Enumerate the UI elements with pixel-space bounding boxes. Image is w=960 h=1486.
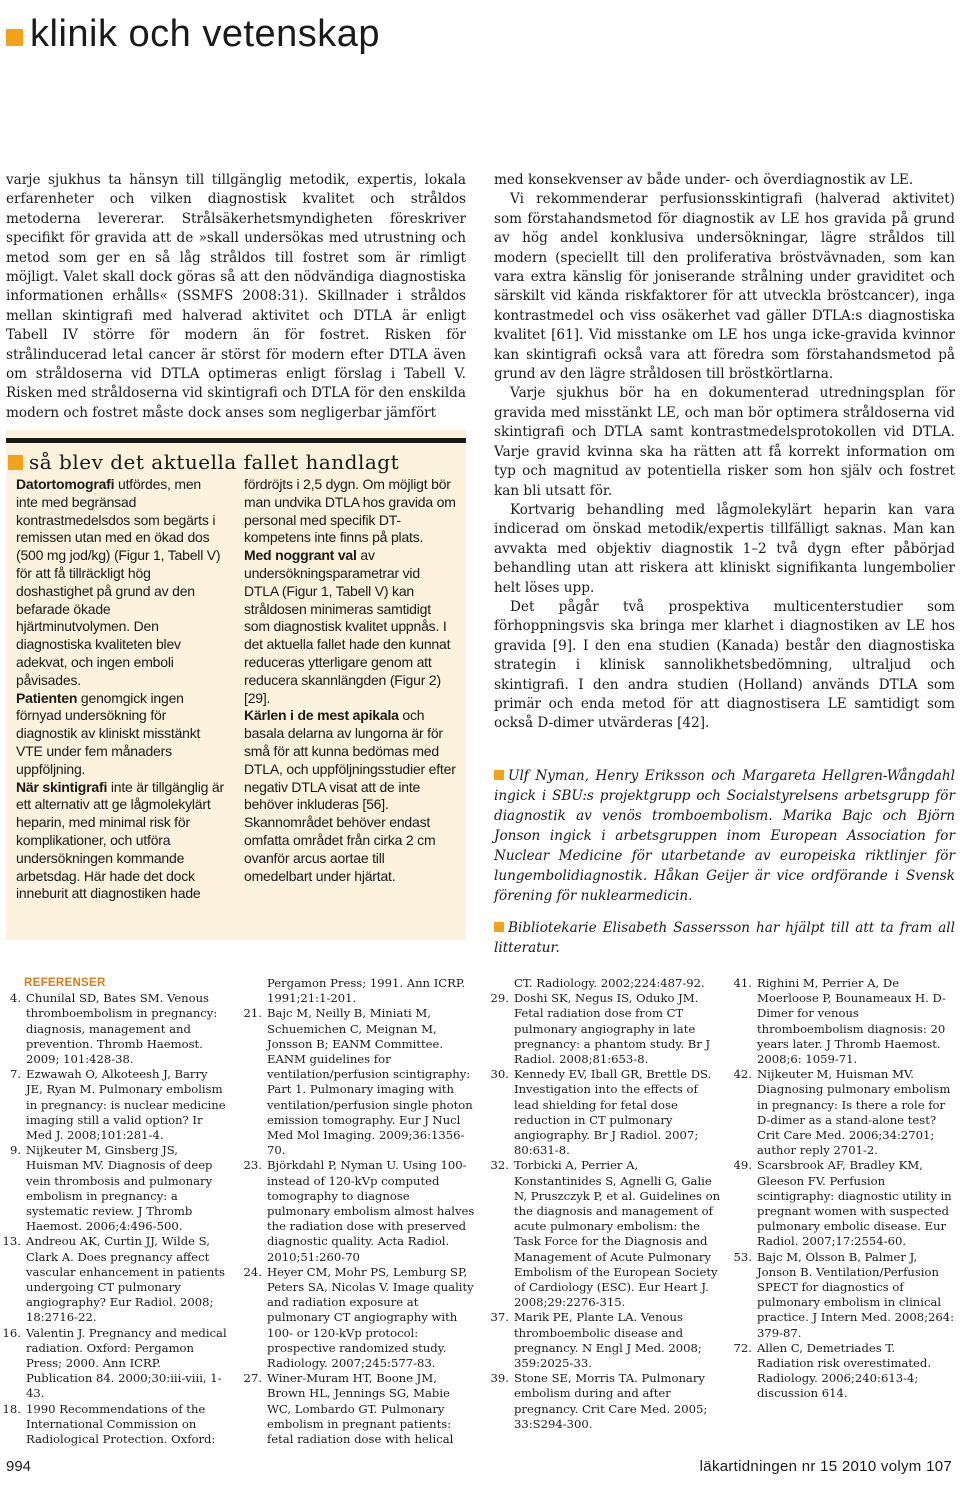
case-marker-square: [8, 455, 23, 470]
case-text: fördröjts i 2,5 dygn. Om möjligt bör man undvika DTLA hos gravida om personal med specifik DT-kompetens inte finns på plats.: [244, 476, 456, 546]
author-note: [494, 766, 955, 906]
author-note-text: Bibliotekarie Elisabeth Sassersson har hjälpt till att ta fram all litteratur.: [494, 920, 955, 956]
reference-text: Chunilal SD, Bates SM. Venous thromboembolism in pregnancy: diagnosis, management and prevention. Thromb Haemost. 2009; 101:428-38.: [26, 991, 218, 1067]
case-paragraph: [16, 779, 226, 904]
case-text: av undersökningsparametrar vid DTLA (Figur 1, Tabell V) kan stråldosen minimeras samtidigt som diagnostisk kvalitet uppnås. I det aktuella fallet hade den kunnat reduceras ytterligare genom att reducera skannlängden (Figur 2) [29].: [244, 547, 451, 706]
reference-text: Ezwawah O, Alkoteesh J, Barry JE, Ryan M. Pulmonary embolism in pregnancy: is nuclear medicine imaging still a valid option? Ir Med J. 2008;101:281-4.: [26, 1067, 226, 1143]
case-box-rule: [6, 438, 466, 443]
page-number: 994: [6, 1458, 32, 1475]
reference-number: 9.: [9, 1143, 21, 1158]
reference-number: 37.: [490, 1310, 509, 1325]
reference-text: Torbicki A, Perrier A, Konstantinides S, Agnelli G, Galie N, Pruszczyk P, et al. Guidelines on the diagnosis and management of acute pulmonary embolism: the Task Force for the Diagnosis and Management of Acute Pulmonary Embolism of the European Society of Cardiology (ESC). Eur Heart J. 2008;29:2276-315.: [514, 1158, 721, 1310]
reference-text: Valentin J. Pregnancy and medical radiation. Oxford: Pergamon Press; 2000. Ann ICRP. Publication 84. 2000;30:iii-viii, 1-43.: [26, 1325, 227, 1401]
section-marker-square: [6, 29, 23, 46]
case-text: utfördes, men inte med begränsad kontrastmedelsdos som begärts i remissen utan med en ökad dos (500 mg jod/kg) (Figur 1, Tabell V) för att få tillräckligt hög doshastighet på grund av den befarade ökade hjärtminutvolymen. Den diagnostiska kvaliteten blev adekvat, och ingen emboli påvisades.: [16, 476, 221, 688]
reference-number: 21.: [243, 1006, 262, 1021]
reference-item: [2, 1326, 228, 1402]
reference-item: [490, 1067, 722, 1158]
body-paragraph: Vi rekommenderar perfusionsskintigrafi (halverad aktivitet) som förstahandsmetod för diagnostik av LE hos gravida på grund av hög andel konklusiva undersökningar, lägre stråldos till modern (speciellt till den proliferativa bröstvävnaden, som kan vara extra känslig för joniserande strålning under graviditet och särskilt vid kända riskfaktorer för att utveckla bröstcancer), inga kontrastmedel och viss osäkerhet vad gäller DTLA:s diagnostiska kvalitet [61]. Vid misstanke om LE hos unga icke-gravida kvinnor kan skintigrafi också vara att föredra som förstahandsmetod på grund av den lägre stråldosen till bröstkörtlarna.: [494, 191, 955, 383]
body-paragraph: med konsekvenser av både under- och överdiagnostik av LE.: [494, 172, 914, 188]
references-column-3: [490, 976, 722, 1432]
reference-number: 4.: [9, 991, 21, 1006]
reference-item: [490, 1158, 722, 1310]
case-text: genomgick ingen förnyad undersökning för diagnostik av kliniskt misstänkt VTE under fem månaders uppföljning.: [16, 689, 201, 777]
reference-number: 53.: [733, 1249, 752, 1264]
reference-text: Stone SE, Morris TA. Pulmonary embolism during and after pregnancy. Crit Care Med. 2005; 33:S294-300.: [514, 1371, 708, 1431]
body-column-left: [6, 171, 466, 423]
reference-item: [490, 991, 722, 1067]
reference-item: [2, 1234, 228, 1325]
case-lead: När skintigrafi: [16, 778, 108, 795]
case-paragraph: [16, 476, 226, 690]
reference-item: [243, 976, 475, 1006]
reference-number: 24.: [243, 1264, 262, 1279]
case-lead: Datortomografi: [16, 476, 115, 492]
case-text: inte är tillgänglig är ett alternativ att ge lågmolekylärt heparin, med minimal risk för komplikationer, och utföra undersökningen kommande arbetsdag. Här hade det dock inneburit att diagnostiken hade: [16, 778, 224, 902]
reference-item: [733, 976, 955, 1067]
author-note: [494, 918, 955, 958]
case-box: [6, 430, 466, 940]
body-paragraph: Varje sjukhus bör ha en dokumenterad utredningsplan för gravida med misstänkt LE, och man bör optimera stråldoserna vid skintigrafi och DTLA samt kontrastmedelsprotokollen vid DTLA. Varje gravid kvinna ska ha rätten att få korrekt information om typ och magnitud av potentiella risker som hon själv och fostret kan bli utsatt för.: [494, 385, 955, 499]
note-marker-square: [494, 922, 504, 932]
reference-text: Andreou AK, Curtin JJ, Wilde S, Clark A. Does pregnancy affect vascular enhancement in patients undergoing CT pulmonary angiography? Eur Radiol. 2008; 18:2716-22.: [26, 1234, 225, 1325]
reference-item: [490, 1371, 722, 1432]
reference-item: [733, 1158, 955, 1249]
reference-text: Scarsbrook AF, Bradley KM, Gleeson FV. Perfusion scintigraphy: diagnostic utility in pregnant women with suspected pulmonary embolic disease. Eur Radiol. 2007;17:2554-60.: [757, 1158, 952, 1249]
case-column-left: [16, 476, 226, 903]
reference-number: 29.: [490, 991, 509, 1006]
reference-number: 7.: [9, 1067, 21, 1082]
reference-number: 41.: [733, 976, 752, 990]
body-paragraph: Kortvarig behandling med lågmolekylärt heparin kan vara indicerad om önskad metodik/expertis tillfälligt saknas. Man kan avvakta med objektiv diagnostik 1–2 två dygn efter påbörjad behandling utan att riskera att kliniskt signifikanta lungembolier helt löses upp.: [494, 501, 955, 596]
reference-item: [733, 1067, 955, 1158]
case-paragraph: [244, 547, 456, 707]
case-lead: Kärlen i de mest apikala: [244, 707, 399, 724]
body-paragraph: Det pågår två prospektiva multicenterstudier som förhoppningsvis ska bringa mer klarhet i diagnostiken av LE hos gravida [9]. I den ena studien (Kanada) består den diagnostiska strategin i klinisk sannolikhetsbedömning, ultraljud och skintigrafi. I den andra studien (Holland) används DTLA som primär och enda metod för att diagnostisera LE samtidigt som också D-dimer utvärderas [42].: [494, 598, 955, 732]
reference-text: Pergamon Press; 1991. Ann ICRP. 1991;21:1-201.: [267, 976, 466, 1006]
reference-item: [2, 1402, 228, 1448]
reference-number: 72.: [733, 1340, 752, 1355]
reference-text: Kennedy EV, Iball GR, Brettle DS. Investigation into the effects of lead shielding for fetal dose reduction in CT pulmonary angiography. Br J Radiol. 2007; 80:631-8.: [514, 1067, 712, 1158]
reference-text: Allen C, Demetriades T. Radiation risk overestimated. Radiology. 2006;240:613-4; discussion 614.: [757, 1340, 932, 1401]
reference-item: [2, 1067, 228, 1143]
section-title: klinik och vetenskap: [30, 12, 381, 55]
case-lead: Med noggrant val: [244, 547, 357, 564]
reference-text: Bajc M, Olsson B, Palmer J, Jonson B. Ventilation/Perfusion SPECT for diagnostics of pulmonary embolism in clinical practice. J Intern Med. 2008;264: 379-87.: [757, 1249, 955, 1340]
reference-number: 18.: [2, 1401, 21, 1416]
reference-text: Winer-Muram HT, Boone JM, Brown HL, Jennings SG, Mabie WC, Lombardo GT. Pulmonary embolism in pregnant patients: fetal radiation dose with helical: [267, 1371, 454, 1447]
case-column-right: [244, 476, 456, 885]
case-heading-text: så blev det aktuella fallet handlagt: [29, 450, 400, 474]
references-column-1: [2, 976, 228, 1447]
author-note-text: Ulf Nyman, Henry Eriksson och Margareta Hellgren-Wångdahl ingick i SBU:s projektgrupp och Socialstyrelsens arbetsgrupp för diagnostik av venös tromboembolism. Marika Bajc och Björn Jonson ingick i arbetsgruppen inom European Association for Nuclear Medicine för utarbetande av europeiska riktlinjer för lungembolidiagnostik. Håkan Geijer är vice ordförande i Svensk förening för nuklearmedicin.: [494, 768, 955, 904]
reference-text: Doshi SK, Negus IS, Oduko JM. Fetal radiation dose from CT pulmonary angiography in late pregnancy: a phantom study. Br J Radiol. 2008;81:653-8.: [514, 991, 711, 1067]
reference-item: [490, 1310, 722, 1371]
reference-text: Bajc M, Neilly B, Miniati M, Schuemichen C, Meignan M, Jonsson B; EANM Committee. EANM guidelines for ventilation/perfusion scintigraphy: Part 1. Pulmonary imaging with ventilation/perfusion single photon emission tomography. Eur J Nucl Med Mol Imaging. 2009;36:1356-70.: [267, 1006, 473, 1158]
reference-item: [243, 1006, 475, 1158]
reference-item: [243, 1265, 475, 1371]
reference-item: [490, 976, 722, 991]
references-column-4: [733, 976, 955, 1402]
case-box-heading: [8, 450, 399, 474]
case-lead: Patienten: [16, 689, 78, 706]
body-column-right: [494, 171, 955, 734]
reference-text: Nijkeuter M, Ginsberg JS, Huisman MV. Diagnosis of deep vein thrombosis and pulmonary embolism in pregnancy: a systematic review. J Thromb Haemost. 2006;4:496-500.: [26, 1143, 213, 1234]
references-heading: REFERENSER: [24, 977, 106, 989]
reference-item: [2, 991, 228, 1067]
reference-text: Righini M, Perrier A, De Moerloose P, Bounameaux H. D-Dimer for venous thromboembolism diagnosis: 20 years later. J Thromb Haemost. 2008;6: 1059-71.: [757, 976, 946, 1067]
reference-number: 23.: [243, 1158, 262, 1173]
reference-item: [733, 1250, 955, 1341]
reference-number: 42.: [733, 1067, 752, 1082]
reference-text: Nijkeuter M, Huisman MV. Diagnosing pulmonary embolism in pregnancy: Is there a role for D-dimer as a stand-alone test? Crit Care Med. 2006;34:2701; author reply 2701-2.: [757, 1067, 951, 1158]
reference-number: 16.: [2, 1325, 21, 1340]
reference-text: 1990 Recommendations of the International Commission on Radiological Protection. Oxford:: [26, 1401, 216, 1447]
reference-number: 27.: [243, 1371, 262, 1386]
reference-item: [2, 1143, 228, 1234]
reference-number: 49.: [733, 1158, 752, 1173]
reference-number: 39.: [490, 1371, 509, 1386]
note-marker-square: [494, 770, 504, 780]
references-column-2: [243, 976, 475, 1447]
section-header: [6, 8, 380, 60]
reference-text: Marik PE, Plante LA. Venous thromboembolic disease and pregnancy. N Engl J Med. 2008; 359:2025-33.: [514, 1310, 702, 1371]
reference-text: CT. Radiology. 2002;224:487-92.: [514, 976, 705, 990]
journal-footer: läkartidningen nr 15 2010 volym 107: [699, 1458, 952, 1475]
reference-item: [243, 1371, 475, 1447]
reference-item: [733, 1341, 955, 1402]
case-text: och basala delarna av lungorna är för små för att kunna bedömas med DTLA, och uppföljningsstudier efter negativ DTLA visat att de inte behöver inkluderas [56]. Skannområdet behöver endast omfatta området från cirka 2 cm ovanför arcus aortae till omedelbart under hjärtat.: [244, 707, 456, 884]
reference-item: [243, 1158, 475, 1264]
case-paragraph: [244, 707, 456, 885]
case-paragraph: [16, 690, 226, 779]
reference-number: 32.: [490, 1158, 509, 1173]
reference-text: Heyer CM, Mohr PS, Lemburg SP, Peters SA, Nicolas V. Image quality and radiation exposure at pulmonary CT angiography with 100- or 120-kVp protocol: prospective randomized study. Radiology. 2007;245:577-83.: [267, 1264, 474, 1371]
author-notes: [494, 766, 955, 970]
body-paragraph: varje sjukhus ta hänsyn till tillgänglig metodik, expertis, lokala erfarenheter och vilken diagnostisk kvalitet och stråldos metoderna levererar. Strålsäkerhetsmyndigheten föreskriver specifikt för gravida att de »skall undersökas med utrustning och metod som ger en så låg stråldos till fostret som är rimligt möjligt. Valet skall dock göras så att den nödvändiga diagnostiska informationen erhålls« (SSMFS 2008:31). Skillnader i stråldos mellan skintigrafi med halverad aktivitet och DTLA är enligt Tabell IV större för modern än för fostret. Risken för strålinducerad letal cancer är störst för modern efter DTLA även om stråldoserna vid DTLA optimeras enligt förslag i Tabell V. Risken med stråldoserna vid skintigrafi och DTLA för den enskilda modern och fostret måste dock anses som negligerbar jämfört: [6, 172, 466, 421]
reference-number: 30.: [490, 1067, 509, 1082]
reference-number: 13.: [2, 1234, 21, 1249]
reference-text: Björkdahl P, Nyman U. Using 100- instead of 120-kVp computed tomography to diagnose pulmonary embolism almost halves the radiation dose with preserved diagnostic quality. Acta Radiol. 2010;51:260-70: [267, 1158, 475, 1264]
case-paragraph: [244, 476, 456, 547]
